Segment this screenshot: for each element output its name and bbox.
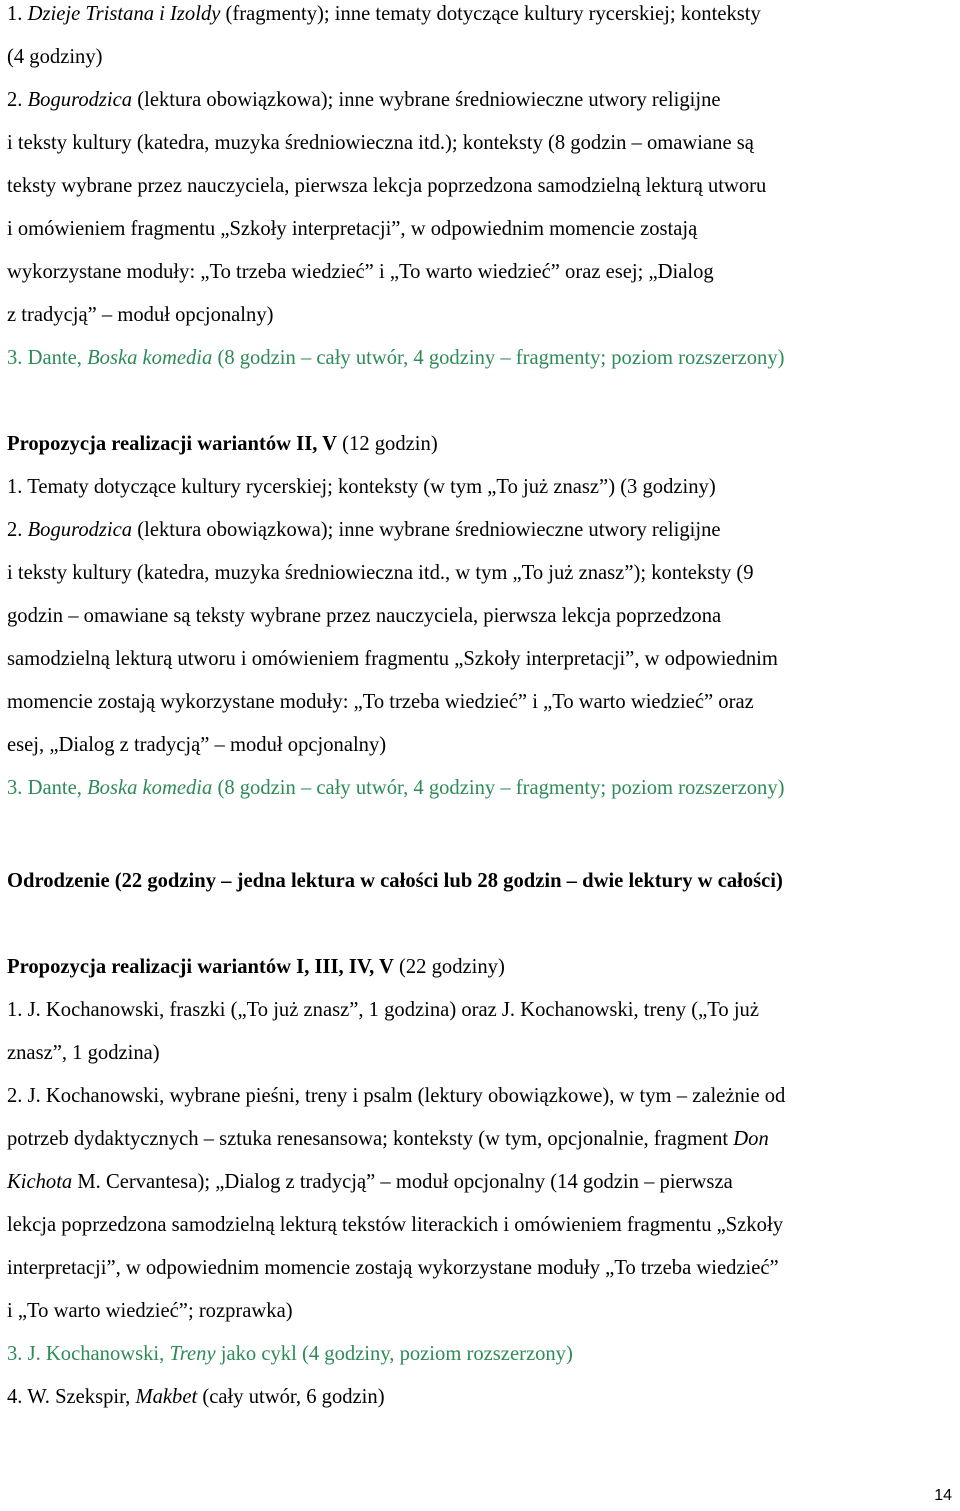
list-item-line [7, 1082, 785, 1110]
list-item-line [7, 0, 761, 28]
list-item-line [7, 645, 778, 673]
text-run: (8 godzin – cały utwór, 4 godziny – fragmenty; poziom rozszerzony) [212, 347, 785, 369]
list-item-line [7, 473, 716, 501]
text-run: 4. W. Szekspir, [7, 1386, 136, 1408]
list-item-line [7, 688, 754, 716]
italic-title: Don [733, 1128, 769, 1150]
text-run: (cały utwór, 6 godzin) [197, 1386, 385, 1408]
text-run: 2. [7, 519, 28, 541]
text-run: samodzielną lekturą utworu i omówieniem fragmentu „Szkoły interpretacji”, w odpowiednim [7, 648, 778, 670]
list-item-line [7, 1254, 779, 1282]
text-run: teksty wybrane przez nauczyciela, pierwsza lekcja poprzedzona samodzielną lekturą utworu [7, 175, 767, 197]
text-run: i teksty kultury (katedra, muzyka średniowieczna itd.); konteksty (8 godzin – omawiane są [7, 132, 754, 154]
text-run: (22 godziny) [393, 956, 505, 978]
text-run: i omówieniem fragmentu „Szkoły interpretacji”, w odpowiednim momencie zostają [7, 218, 698, 240]
list-item-line [7, 258, 714, 286]
list-item-line [7, 86, 721, 114]
italic-title: Treny [169, 1343, 216, 1365]
bold-text: Propozycja realizacji wariantów I, III, IV, V [7, 956, 394, 978]
text-run: momencie zostają wykorzystane moduły: „To trzeba wiedzieć” i „To warto wiedzieć” oraz [7, 691, 754, 713]
era-heading [7, 867, 783, 895]
text-run: 3. Dante, [7, 777, 88, 799]
italic-title: Bogurodzica [27, 89, 133, 111]
list-item-line [7, 1383, 385, 1411]
text-run: 2. [7, 89, 28, 111]
text-run: (lektura obowiązkowa); inne wybrane średniowieczne utwory religijne [132, 519, 721, 541]
list-item-line [7, 1039, 160, 1067]
text-run: i „To warto wiedzieć”; rozprawka) [7, 1300, 293, 1322]
italic-title: Kichota [7, 1171, 73, 1193]
text-run: (12 godzin) [337, 433, 438, 455]
text-run: 1. Tematy dotyczące kultury rycerskiej; konteksty (w tym „To już znasz”) (3 godziny) [7, 476, 716, 498]
text-run: 1. J. Kochanowski, fraszki („To już znasz”, 1 godzina) oraz J. Kochanowski, treny („To już [7, 999, 759, 1021]
list-item-line [7, 1211, 783, 1239]
text-run: (8 godzin – cały utwór, 4 godziny – fragmenty; poziom rozszerzony) [212, 777, 785, 799]
italic-title: Boska komedia [87, 347, 213, 369]
italic-title: Boska komedia [87, 777, 213, 799]
list-item-line [7, 1168, 733, 1196]
text-run: 3. Dante, [7, 347, 88, 369]
text-run: esej, „Dialog z tradycją” – moduł opcjonalny) [7, 734, 387, 756]
list-item-line [7, 1297, 293, 1325]
text-run: z tradycją” – moduł opcjonalny) [7, 304, 274, 326]
variant-heading [7, 953, 505, 981]
list-item-line [7, 731, 386, 759]
bold-text: Propozycja realizacji wariantów II, V [7, 433, 338, 455]
italic-title: Dzieje Tristana i Izoldy [27, 3, 221, 25]
text-run: interpretacji”, w odpowiednim momencie zostają wykorzystane moduły „To trzeba wiedzieć” [7, 1257, 779, 1279]
list-item-line [7, 129, 754, 157]
text-run: 1. [7, 3, 28, 25]
text-run: godzin – omawiane są teksty wybrane przez nauczyciela, pierwsza lekcja poprzedzona [7, 605, 722, 627]
text-run: znasz”, 1 godzina) [7, 1042, 160, 1064]
text-run: M. Cervantesa); „Dialog z tradycją” – moduł opcjonalny (14 godzin – pierwsza [72, 1171, 733, 1193]
list-item-line [7, 516, 721, 544]
list-item-line [7, 43, 103, 71]
list-item-line [7, 559, 754, 587]
text-run: wykorzystane moduły: „To trzeba wiedzieć” i „To warto wiedzieć” oraz esej; „Dialog [7, 261, 714, 283]
bold-text: Odrodzenie (22 godziny – jedna lektura w całości lub 28 godzin – dwie lektury w całości) [7, 870, 783, 892]
page-number: 14 [934, 1487, 952, 1504]
list-item-line [7, 996, 759, 1024]
list-item-line [7, 1125, 769, 1153]
list-item-line [7, 602, 721, 630]
text-run: (fragmenty); inne tematy dotyczące kultury rycerskiej; konteksty [220, 3, 761, 25]
list-item-line [7, 774, 785, 802]
text-run: 3. J. Kochanowski, [7, 1343, 170, 1365]
text-run: 2. J. Kochanowski, wybrane pieśni, treny i psalm (lektury obowiązkowe), w tym – zależnie od [7, 1085, 786, 1107]
text-run: i teksty kultury (katedra, muzyka średniowieczna itd., w tym „To już znasz”); konteksty (9 [7, 562, 754, 584]
variant-heading [7, 430, 438, 458]
text-run: lekcja poprzedzona samodzielną lekturą tekstów literackich i omówieniem fragmentu „Szkoły [7, 1214, 783, 1236]
list-item-line [7, 215, 697, 243]
list-item-line [7, 344, 785, 372]
list-item-line [7, 1340, 573, 1368]
text-run: (4 godziny) [7, 46, 103, 68]
italic-title: Makbet [135, 1386, 198, 1408]
italic-title: Bogurodzica [27, 519, 133, 541]
list-item-line [7, 172, 766, 200]
text-run: jako cykl (4 godziny, poziom rozszerzony) [215, 1343, 573, 1365]
text-run: (lektura obowiązkowa); inne wybrane średniowieczne utwory religijne [132, 89, 721, 111]
list-item-line [7, 301, 273, 329]
text-run: potrzeb dydaktycznych – sztuka renesansowa; konteksty (w tym, opcjonalnie, fragment [7, 1128, 734, 1150]
